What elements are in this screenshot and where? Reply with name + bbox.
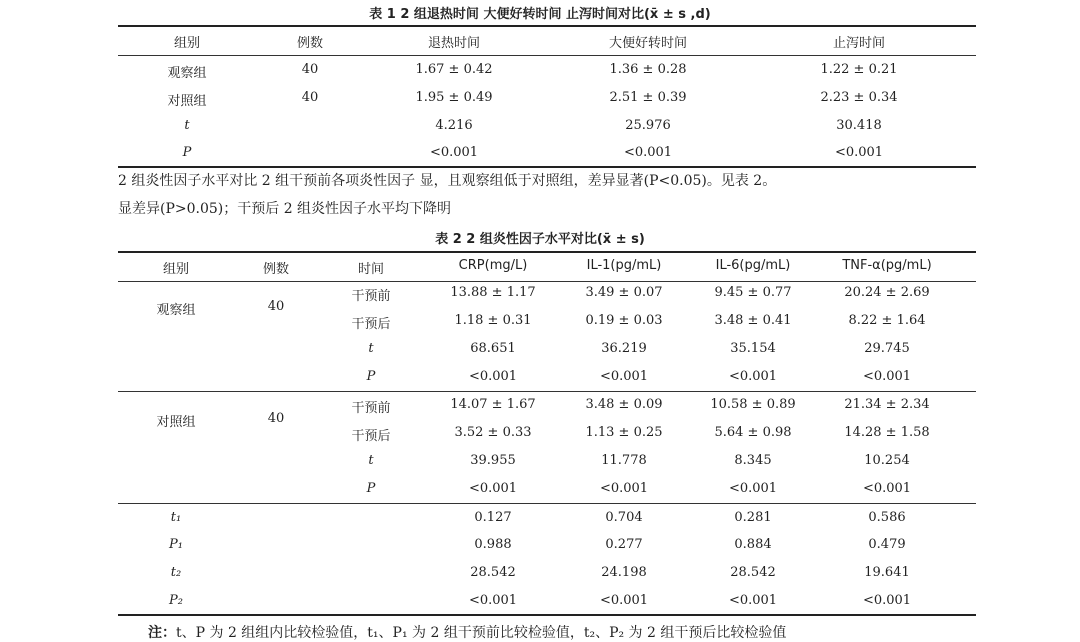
stat-label: t₁ <box>170 510 182 525</box>
table2-cell: 29.745 <box>864 341 910 356</box>
table1-cell: 40 <box>301 90 319 105</box>
note-label: 注： <box>148 625 176 641</box>
table1-bottom-rule <box>118 166 976 168</box>
table1-cell: 25.976 <box>625 118 671 133</box>
table2-cell: 36.219 <box>601 341 647 356</box>
table2-cell: 0.586 <box>868 510 906 525</box>
table2-cell: 13.88 ± 1.17 <box>450 285 536 300</box>
table2-cell: 9.45 ± 0.77 <box>714 285 792 300</box>
table2-cell: 0.988 <box>474 537 512 552</box>
body-text-line-2: 显差异(P>0.05)；干预后 2 组炎性因子水平均下降明 <box>118 201 452 217</box>
table2-cell: 0.19 ± 0.03 <box>585 313 663 328</box>
table1-header-cell: 大便好转时间 <box>608 36 687 51</box>
table1-cell: <0.001 <box>834 145 884 160</box>
table2-top-rule <box>118 251 976 253</box>
table2-cell: 3.48 ± 0.09 <box>585 397 663 412</box>
table2-cell: <0.001 <box>468 369 518 384</box>
table1-cell: P <box>182 145 192 160</box>
table2-cell: 39.955 <box>470 453 516 468</box>
table2-cell: 19.641 <box>864 565 910 580</box>
table2-cell: <0.001 <box>468 481 518 496</box>
table1-header-cell: 退热时间 <box>427 36 480 51</box>
table1-cell: 2.51 ± 0.39 <box>609 90 687 105</box>
table2-cell: 28.542 <box>470 565 516 580</box>
table2-cell: 21.34 ± 2.34 <box>844 397 930 412</box>
table1-header-cell: 例数 <box>296 36 323 51</box>
table2-cell: 0.127 <box>474 510 512 525</box>
table2-cell: 68.651 <box>470 341 516 356</box>
body-text-line-1: 2 组炎性因子水平对比 2 组干预前各项炎性因子 显，且观察组低于对照组，差异显著(P<0.05)。见表 2。 <box>118 173 777 189</box>
table1-cell: <0.001 <box>623 145 673 160</box>
table2-bottom-rule <box>118 614 976 616</box>
stat-label: t₂ <box>170 565 182 580</box>
table2-cell: 35.154 <box>730 341 776 356</box>
table2-cell: <0.001 <box>862 481 912 496</box>
table2-cell: <0.001 <box>728 481 778 496</box>
table2-header-cell: IL-6(pg/mL) <box>715 258 791 273</box>
table1-header-cell: 止泻时间 <box>832 36 885 51</box>
table2-cell: <0.001 <box>599 593 649 608</box>
table2-cell: 0.277 <box>605 537 643 552</box>
table1-cell: 1.22 ± 0.21 <box>820 62 898 77</box>
table2-cell: t <box>368 341 374 356</box>
table2-cell: 1.13 ± 0.25 <box>585 425 663 440</box>
group-n: 40 <box>267 299 285 314</box>
table2-header-cell: 组别 <box>162 262 189 277</box>
table1-cell: 4.216 <box>435 118 473 133</box>
table2-header-rule <box>118 281 976 282</box>
table1-cell: 40 <box>301 62 319 77</box>
table1-cell: 1.67 ± 0.42 <box>415 62 493 77</box>
group-n: 40 <box>267 411 285 426</box>
table1-cell: 观察组 <box>167 66 207 81</box>
table1-cell: 2.23 ± 0.34 <box>820 90 898 105</box>
table2-cell: 24.198 <box>601 565 647 580</box>
table1-header-rule <box>118 55 976 56</box>
table1-header-cell: 组别 <box>173 36 200 51</box>
table2-cell: <0.001 <box>862 369 912 384</box>
table2-cell: 3.52 ± 0.33 <box>454 425 532 440</box>
table2-cell: <0.001 <box>728 369 778 384</box>
table2-cell: <0.001 <box>599 481 649 496</box>
table2-cell: 5.64 ± 0.98 <box>714 425 792 440</box>
table2-cell: <0.001 <box>862 593 912 608</box>
stat-label: P₂ <box>169 593 183 608</box>
table-note <box>148 622 786 642</box>
table1-cell: 1.95 ± 0.49 <box>415 90 493 105</box>
table2-cell: <0.001 <box>599 369 649 384</box>
table1-caption: 表 1 2 组退热时间 大便好转时间 止泻时间对比(x̄ ± s ,d) <box>369 7 711 22</box>
table1-cell: 对照组 <box>167 94 207 109</box>
note-text: t、P 为 2 组组内比较检验值，t₁、P₁ 为 2 组干预前比较检验值，t₂、P₂ 为 2 组干预后比较检验值 <box>176 625 787 641</box>
table2-cell: 10.58 ± 0.89 <box>710 397 796 412</box>
stat-label: P₁ <box>169 537 183 552</box>
table2-cell: 14.28 ± 1.58 <box>844 425 930 440</box>
table1-cell: 1.36 ± 0.28 <box>609 62 687 77</box>
table2-cell: 3.48 ± 0.41 <box>714 313 792 328</box>
table2-cell: <0.001 <box>468 593 518 608</box>
table2-divider-1 <box>118 391 976 392</box>
table2-cell: 3.49 ± 0.07 <box>585 285 663 300</box>
table2-cell: 8.345 <box>734 453 772 468</box>
table2-cell: 0.479 <box>868 537 906 552</box>
table2-cell: 8.22 ± 1.64 <box>848 313 926 328</box>
table2-cell: 干预后 <box>351 317 391 332</box>
table2-header-cell: 例数 <box>262 262 289 277</box>
table1-cell: 30.418 <box>836 118 882 133</box>
table2-cell: 28.542 <box>730 565 776 580</box>
table1-cell: t <box>184 118 190 133</box>
group-name: 对照组 <box>156 415 196 430</box>
table2-divider-2 <box>118 503 976 504</box>
table2-cell: P <box>366 481 376 496</box>
table2-caption: 表 2 2 组炎性因子水平对比(x̄ ± s) <box>435 232 645 247</box>
table2-cell: P <box>366 369 376 384</box>
table2-cell: 0.281 <box>734 510 772 525</box>
table2-cell: 14.07 ± 1.67 <box>450 397 536 412</box>
table2-cell: 干预前 <box>351 401 391 416</box>
table2-header-cell: TNF-α(pg/mL) <box>842 258 932 273</box>
table2-cell: <0.001 <box>728 593 778 608</box>
table2-header-cell: CRP(mg/L) <box>458 258 528 273</box>
table2-cell: 干预前 <box>351 289 391 304</box>
table2-cell: 20.24 ± 2.69 <box>844 285 930 300</box>
table1-cell: <0.001 <box>429 145 479 160</box>
table2-cell: 1.18 ± 0.31 <box>454 313 532 328</box>
table2-cell: 干预后 <box>351 429 391 444</box>
group-name: 观察组 <box>156 303 196 318</box>
table2-cell: 11.778 <box>601 453 647 468</box>
table2-cell: t <box>368 453 374 468</box>
table1-top-rule <box>118 25 976 27</box>
table2-header-cell: IL-1(pg/mL) <box>586 258 662 273</box>
table2-cell: 0.704 <box>605 510 643 525</box>
table2-cell: 10.254 <box>864 453 910 468</box>
table2-header-cell: 时间 <box>357 262 384 277</box>
table2-cell: 0.884 <box>734 537 772 552</box>
